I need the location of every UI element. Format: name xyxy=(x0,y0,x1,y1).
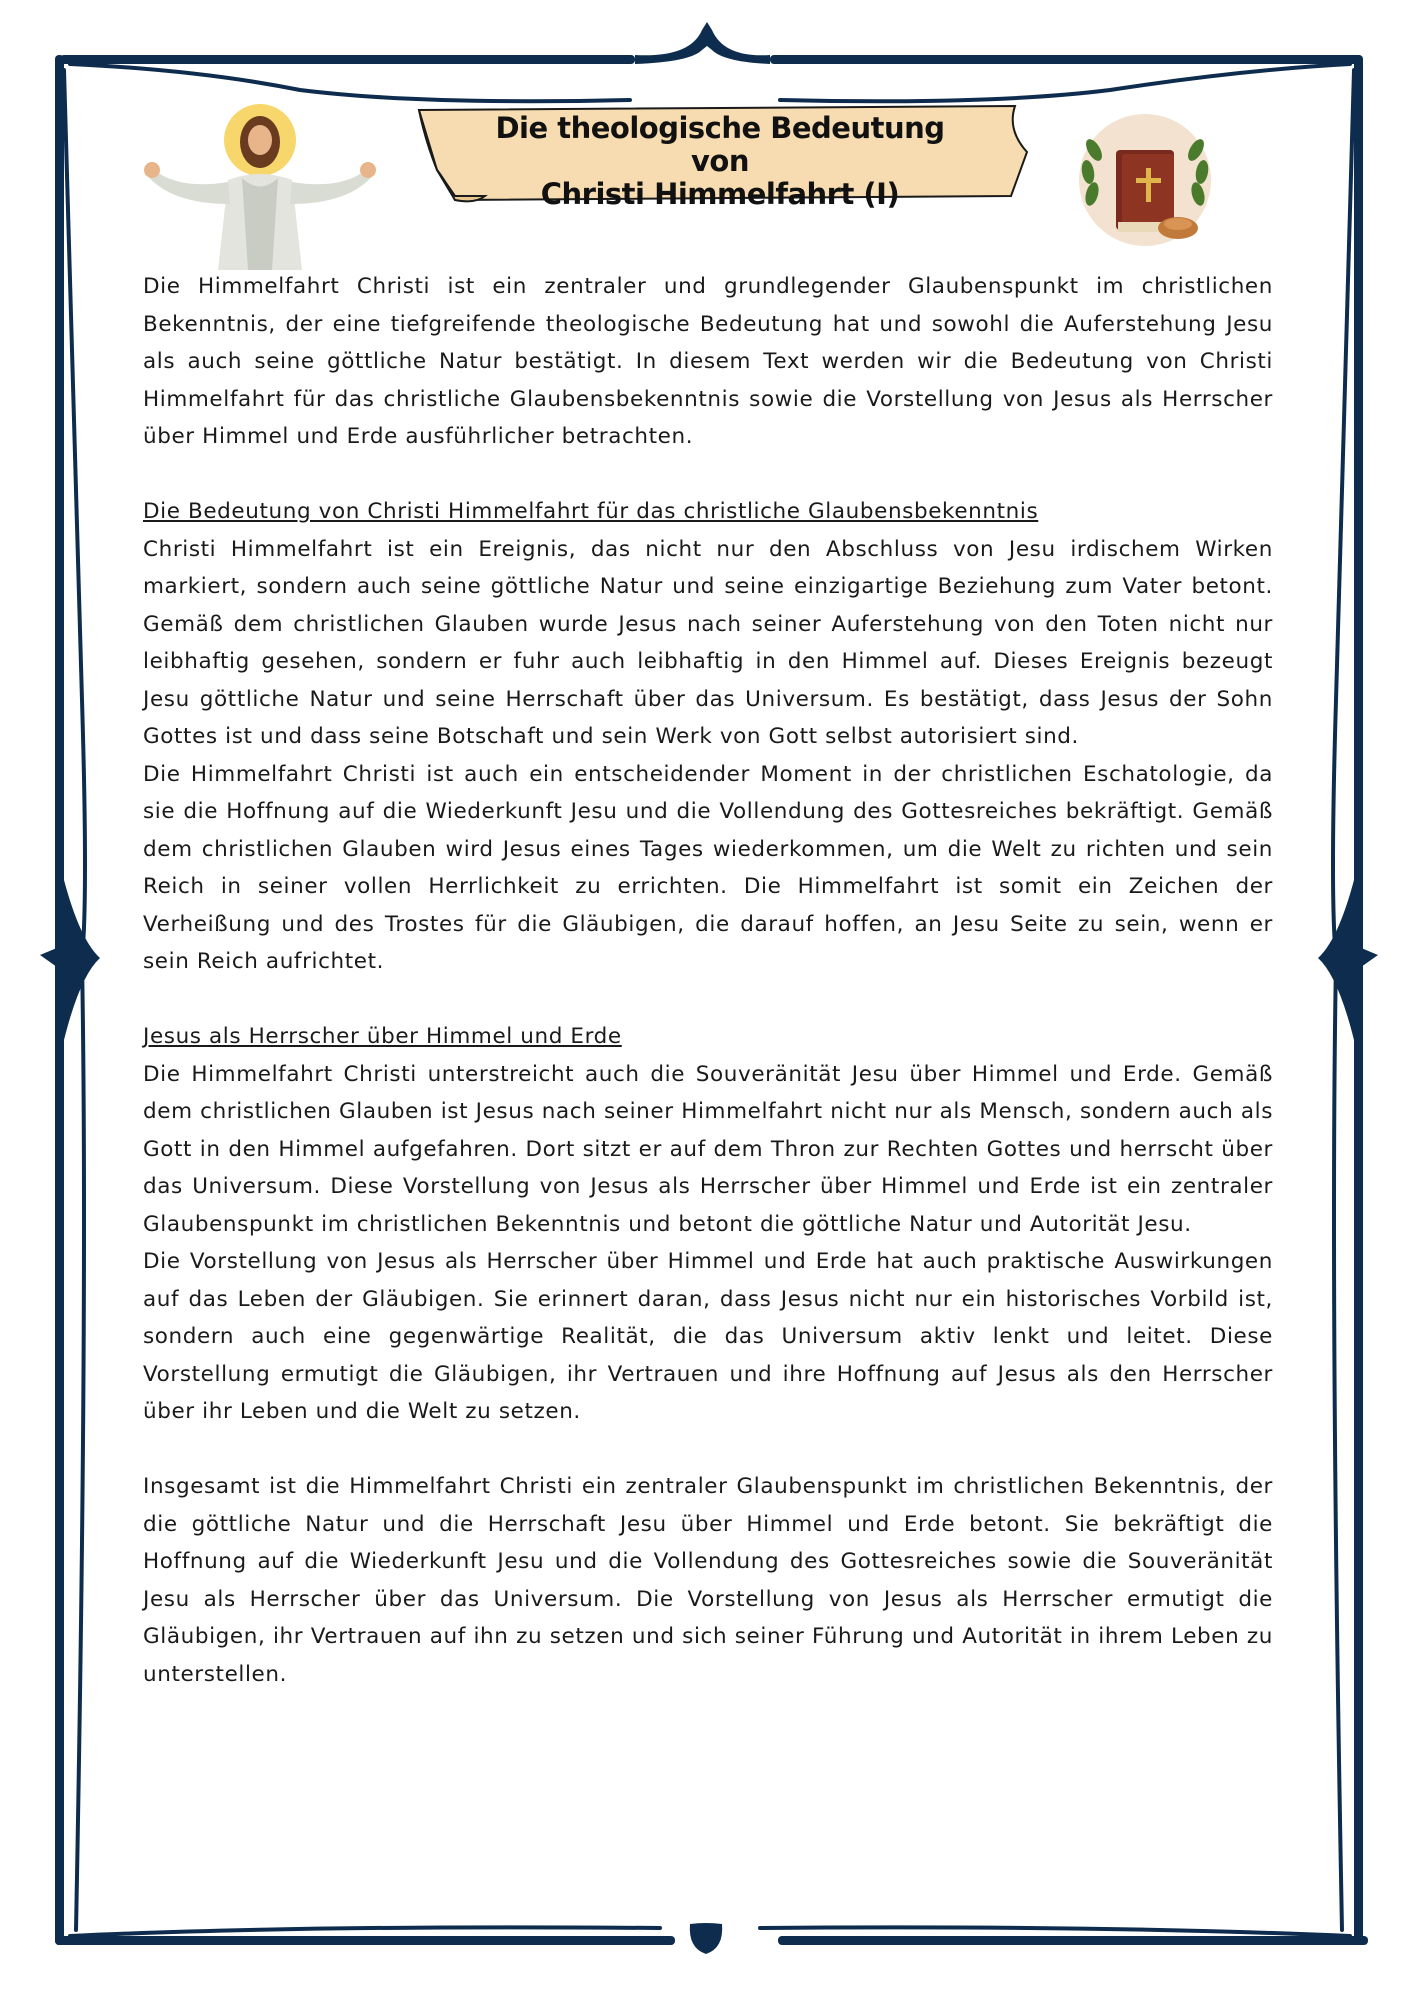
section1-paragraph-2: Die Himmelfahrt Christi ist auch ein entscheidender Moment in der christlichen Eschatologie, da sie die Hoffnung auf die Wiederkunft Jesu und die Vollendung des Gottesreiches bekräftigt. Gemäß dem christlichen Glauben wird Jesus eines Tages wiederkommen, um die Welt zu richten und sein Reich in seiner vollen Herrlichkeit zu errichten. Die Himmelfahrt ist somit ein Zeichen der Verheißung und des Trostes für die Gläubigen, die darauf hoffen, an Jesu Seite zu sein, wenn er sein Reich aufrichtet. xyxy=(143,761,1273,974)
jesus-icon xyxy=(140,100,380,270)
intro-paragraph: Die Himmelfahrt Christi ist ein zentraler und grundlegender Glaubenspunkt im christlichen Bekenntnis, der eine tiefgreifende theologische Bedeutung hat und sowohl die Auferstehung Jesu als auch seine göttliche Natur bestätigt. In diesem Text werden wir die Bedeutung von Christi Himmelfahrt für das christliche Glaubensbekenntnis sowie die Vorstellung von Jesus als Herrscher über Himmel und Erde ausführlicher betrachten. xyxy=(143,274,1273,449)
page-title xyxy=(470,112,970,211)
section-heading-2: Jesus als Herrscher über Himmel und Erde xyxy=(143,1024,622,1049)
section2-paragraph-2: Die Vorstellung von Jesus als Herrscher über Himmel und Erde hat auch praktische Auswirkungen auf das Leben der Gläubigen. Sie erinnert daran, dass Jesus nicht nur ein historisches Vorbild ist, sondern auch eine gegenwärtige Realität, die das Universum aktiv lenkt und leitet. Diese Vorstellung ermutigt die Gläubigen, ihr Vertrauen und ihre Hoffnung auf Jesus als den Herrscher über ihr Leben und die Welt zu setzen. xyxy=(143,1249,1273,1424)
title-line-2: Christi Himmelfahrt (I) xyxy=(540,177,900,211)
section2-paragraph-1: Die Himmelfahrt Christi unterstreicht auch die Souveränität Jesu über Himmel und Erde. Gemäß dem christlichen Glauben ist Jesus nach seiner Himmelfahrt nicht nur als Mensch, sondern auch als Gott in den Himmel aufgefahren. Dort sitzt er auf dem Thron zur Rechten Gottes und herrscht über das Universum. Diese Vorstellung von Jesus als Herrscher über Himmel und Erde ist ein zentraler Glaubenspunkt im christlichen Bekenntnis und betont die göttliche Natur und Autorität Jesu. xyxy=(143,1061,1273,1237)
bible-laurel-icon xyxy=(1070,110,1220,260)
conclusion-paragraph: Insgesamt ist die Himmelfahrt Christi ein zentraler Glaubenspunkt im christlichen Bekenntnis, der die göttliche Natur und die Herrschaft Jesu über Himmel und Erde betont. Sie bekräftigt die Hoffnung auf die Wiederkunft Jesu und die Vollendung des Gottesreiches sowie die Souveränität Jesu als Herrscher über das Universum. Die Vorstellung von Jesus als Herrscher ermutigt die Gläubigen, ihr Vertrauen auf ihn zu setzen und sich seiner Führung und Autorität in ihrem Leben zu unterstellen. xyxy=(143,1474,1273,1687)
document-body xyxy=(143,268,1273,1693)
section-heading-1: Die Bedeutung von Christi Himmelfahrt für das christliche Glaubensbekenntnis xyxy=(143,499,1039,524)
title-line-1: Die theologische Bedeutung von xyxy=(495,111,945,178)
section1-paragraph-1: Christi Himmelfahrt ist ein Ereignis, das nicht nur den Abschluss von Jesu irdischem Wirken markiert, sondern auch seine göttliche Natur und seine einzigartige Beziehung zum Vater betont. Gemäß dem christlichen Glauben wurde Jesus nach seiner Auferstehung von den Toten nicht nur leibhaftig gesehen, sondern er fuhr auch leibhaftig in den Himmel auf. Dieses Ereignis bezeugt Jesu göttliche Natur und seine Herrschaft über das Universum. Es bestätigt, dass Jesus der Sohn Gottes ist und dass seine Botschaft und sein Werk von Gott selbst autorisiert sind. xyxy=(143,536,1273,749)
